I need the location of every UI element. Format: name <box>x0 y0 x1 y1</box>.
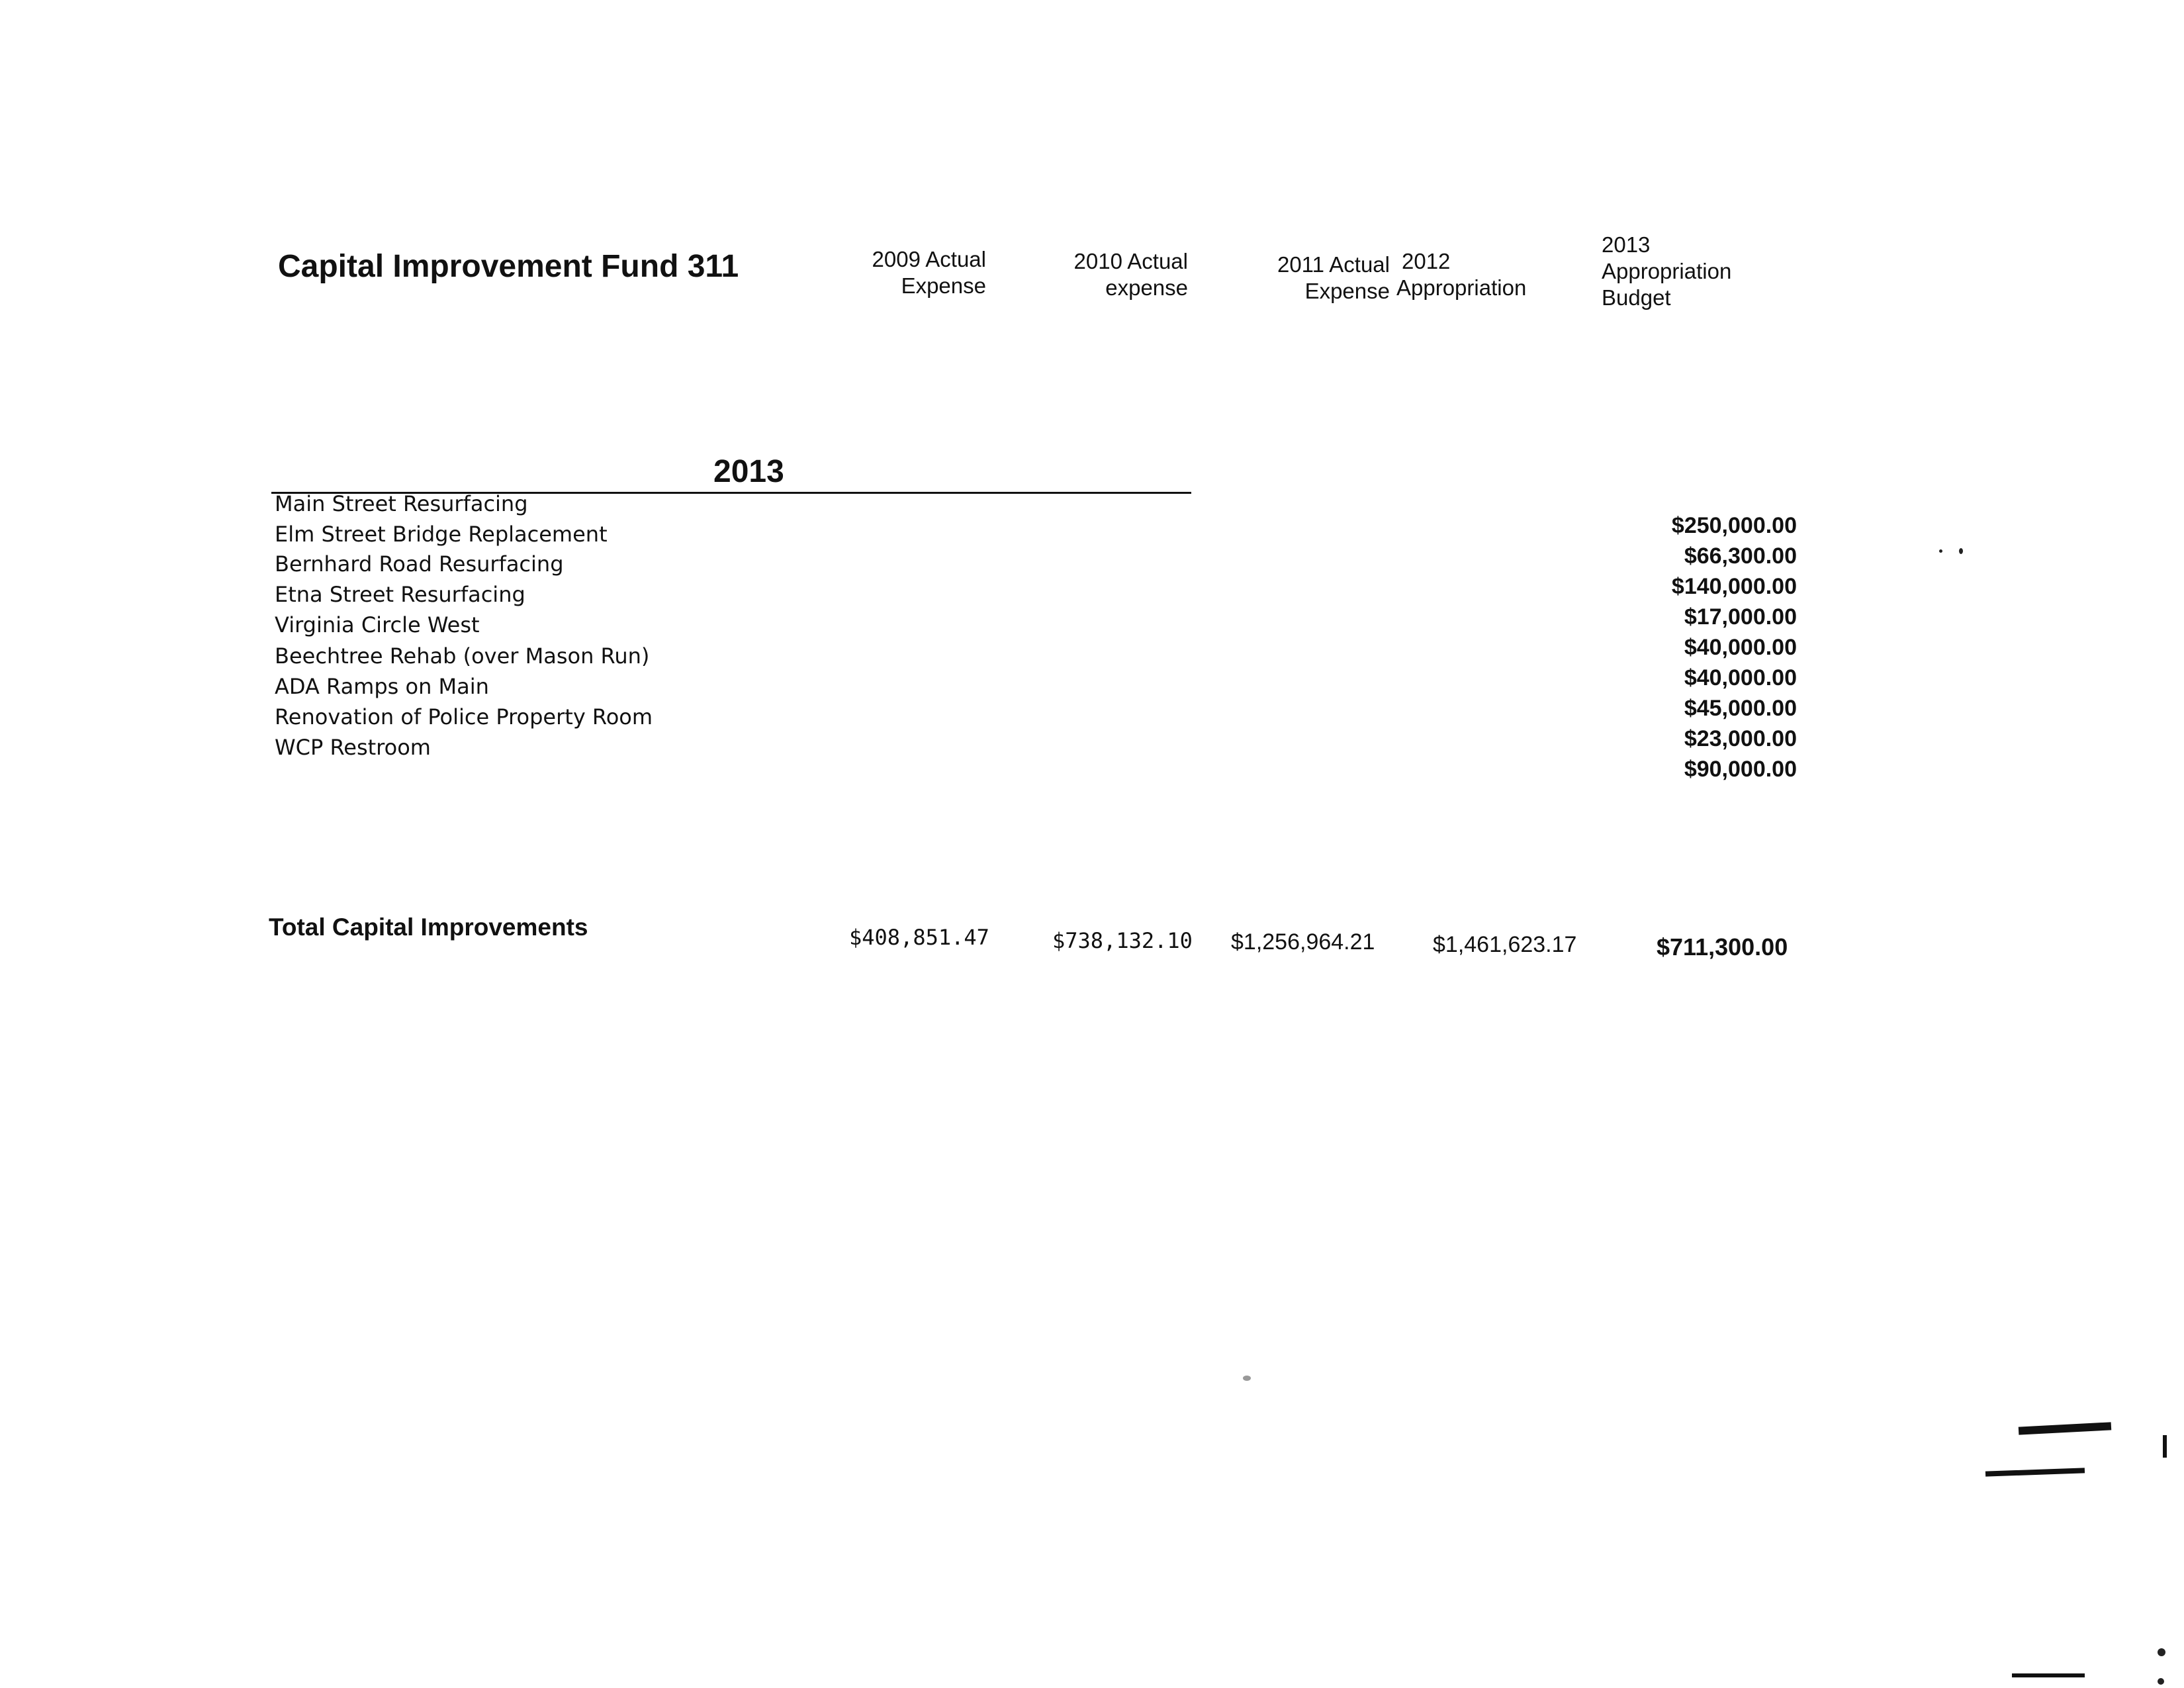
total-2009: $408,851.47 <box>849 925 989 950</box>
column-header-2009 <box>827 246 986 299</box>
item-name: Virginia Circle West <box>275 612 480 637</box>
item-amount: $40,000.00 <box>1684 665 1797 690</box>
column-header-2012 <box>1396 248 1569 301</box>
column-header-2011-line2: Expense <box>1304 279 1390 303</box>
scan-speck <box>2158 1648 2165 1656</box>
item-name: Etna Street Resurfacing <box>275 582 525 607</box>
item-amount: $23,000.00 <box>1684 726 1797 751</box>
total-label: Total Capital Improvements <box>269 914 588 941</box>
item-amount: $40,000.00 <box>1684 635 1797 660</box>
page-title: Capital Improvement Fund 311 <box>278 249 739 284</box>
scan-speck <box>1959 548 1963 554</box>
column-header-2009-line2: Expense <box>901 273 986 298</box>
item-amount: $45,000.00 <box>1684 696 1797 721</box>
scan-speck <box>1939 549 1942 553</box>
scan-smudge <box>2163 1435 2167 1458</box>
item-name: Renovation of Police Property Room <box>275 704 653 729</box>
item-amount: $17,000.00 <box>1684 604 1797 630</box>
total-2013: $711,300.00 <box>1657 933 1788 961</box>
column-header-2011 <box>1231 252 1390 305</box>
column-header-2011-line1: 2011 Actual <box>1277 252 1390 277</box>
total-2011: $1,256,964.21 <box>1231 929 1375 955</box>
column-header-2012-line2: Appropriation <box>1396 275 1527 300</box>
item-name: Bernhard Road Resurfacing <box>275 551 564 577</box>
column-header-2013-line3: Budget <box>1602 285 1671 310</box>
item-name: Beechtree Rehab (over Mason Run) <box>275 643 650 669</box>
item-amount: $66,300.00 <box>1684 543 1797 569</box>
column-header-2013 <box>1602 232 1774 311</box>
scan-smudge <box>2012 1673 2085 1677</box>
item-name: WCP Restroom <box>275 735 431 760</box>
scan-smudge <box>1985 1468 2085 1476</box>
column-header-2010 <box>1029 248 1188 301</box>
scan-speck <box>1243 1376 1251 1381</box>
item-name: Elm Street Bridge Replacement <box>275 522 608 547</box>
scan-smudge <box>2019 1422 2111 1434</box>
total-2012: $1,461,623.17 <box>1433 932 1577 957</box>
column-header-2010-line2: expense <box>1105 275 1188 300</box>
column-header-2009-line1: 2009 Actual <box>872 247 986 271</box>
item-name: ADA Ramps on Main <box>275 674 489 699</box>
column-header-2012-line1: 2012 <box>1402 249 1451 273</box>
item-name: Main Street Resurfacing <box>275 491 528 516</box>
item-amount: $90,000.00 <box>1684 757 1797 782</box>
column-header-2010-line1: 2010 Actual <box>1073 249 1188 273</box>
scan-speck <box>2158 1678 2164 1685</box>
item-amount: $250,000.00 <box>1671 513 1797 538</box>
column-header-2013-line1: 2013 <box>1602 232 1651 257</box>
total-2010: $738,132.10 <box>1052 928 1193 953</box>
column-header-2013-line2: Appropriation <box>1602 259 1732 283</box>
section-year: 2013 <box>713 454 784 489</box>
item-amount: $140,000.00 <box>1671 574 1797 599</box>
